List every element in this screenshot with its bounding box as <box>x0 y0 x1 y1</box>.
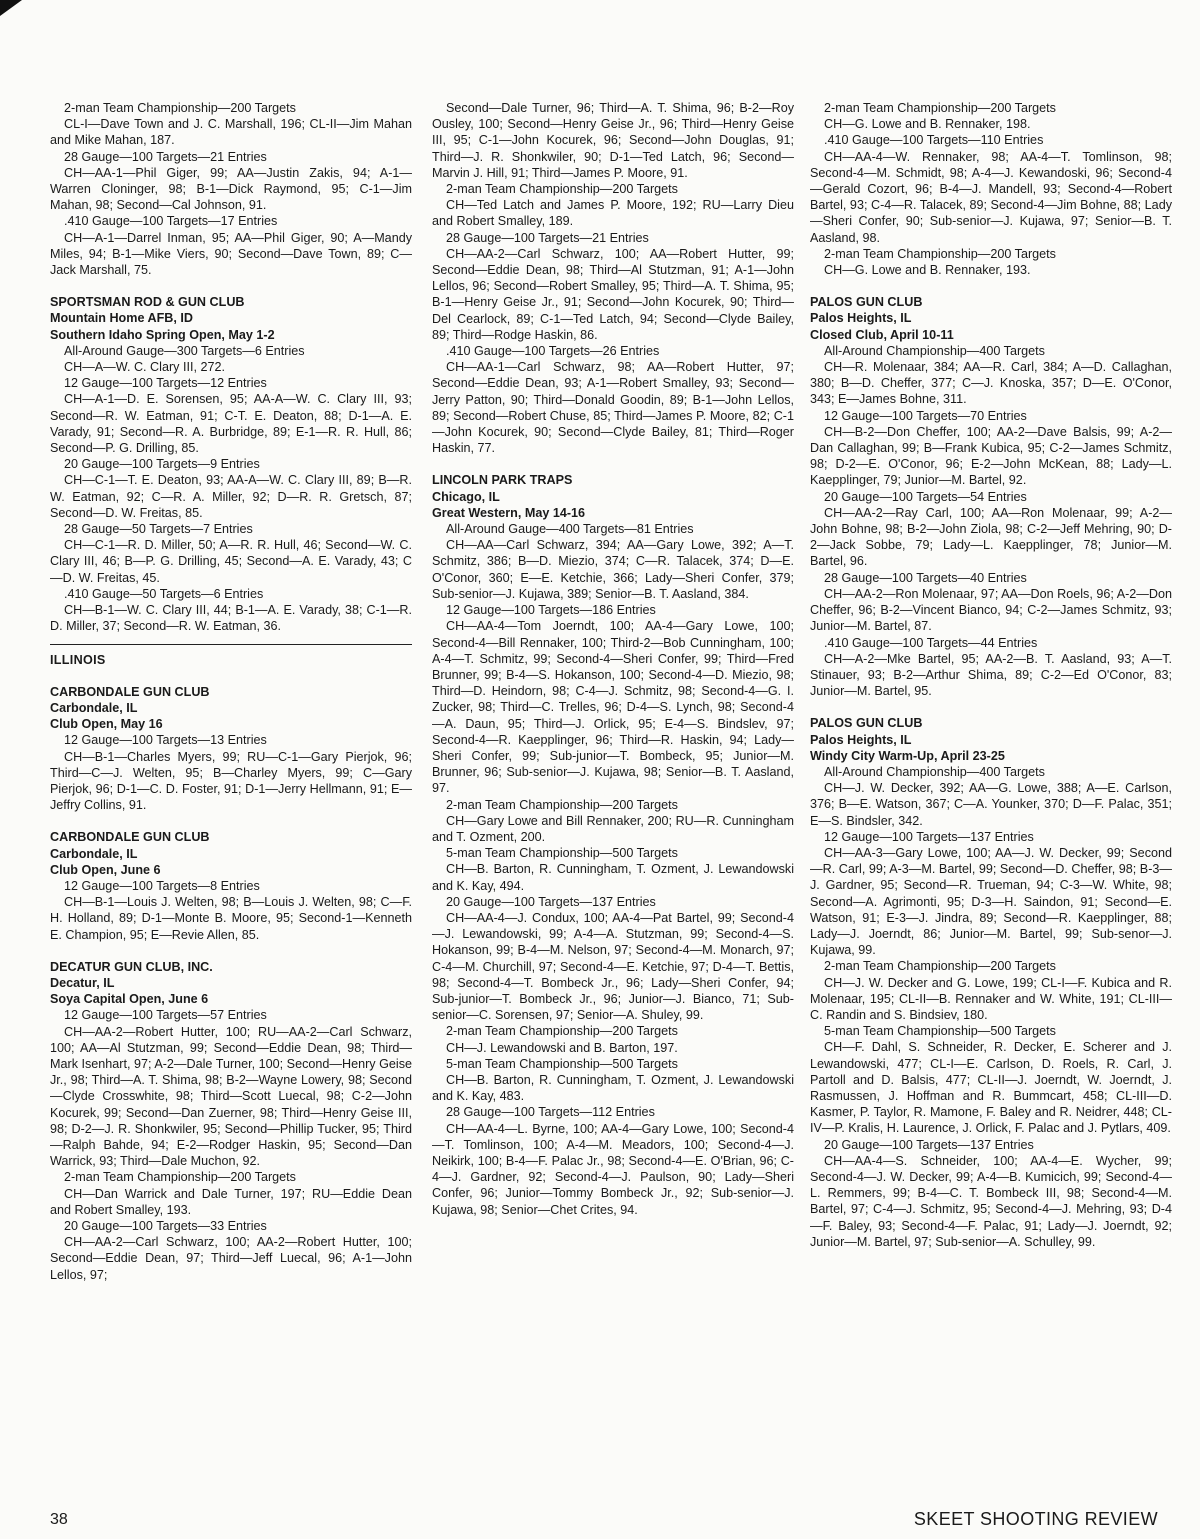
result-paragraph: .410 Gauge—100 Targets—44 Entries <box>824 635 1038 650</box>
result-paragraph: 28 Gauge—100 Targets—40 Entries <box>824 570 1027 585</box>
result-paragraph: 28 Gauge—100 Targets—21 Entries <box>446 230 649 245</box>
result-paragraph: .410 Gauge—100 Targets—110 Entries <box>824 133 1044 148</box>
club-heading: LINCOLN PARK TRAPS <box>432 473 573 488</box>
result-paragraph: 2-man Team Championship—200 Targets <box>64 101 296 115</box>
result-paragraph: CH—J. W. Decker and G. Lowe, 199; CL-I—F. Kubica and R. Molenaar, 195; CL-II—B. Rennaker and W. White, 191; CL-III—C. Randin and S. Bindsiev, 180. <box>810 975 1172 1022</box>
column-3 <box>810 100 1172 1250</box>
club-heading: Chicago, IL <box>432 489 500 504</box>
club-heading: Southern Idaho Spring Open, May 1-2 <box>50 327 275 342</box>
result-paragraph: All-Around Gauge—300 Targets—6 Entries <box>64 343 305 358</box>
result-paragraph: 2-man Team Championship—200 Targets <box>446 797 678 812</box>
result-paragraph: 12 Gauge—100 Targets—186 Entries <box>446 603 656 618</box>
club-heading: Great Western, May 14-16 <box>432 505 586 520</box>
result-paragraph: 28 Gauge—50 Targets—7 Entries <box>64 522 253 537</box>
publication-title: SKEET SHOOTING REVIEW <box>913 1509 1158 1529</box>
result-paragraph: CH—A-1—Darrel Inman, 95; AA—Phil Giger, 90; A—Mandy Miles, 94; B-1—Mike Viers, 90; Second—Dave Town, 89; C—Jack Marshall, 75. <box>50 230 412 278</box>
result-paragraph: CH—Gary Lowe and Bill Rennaker, 200; RU—R. Cunningham and T. Ozment, 200. <box>432 813 794 844</box>
result-paragraph: CH—A—W. C. Clary III, 272. <box>64 360 225 375</box>
result-paragraph: 12 Gauge—100 Targets—70 Entries <box>824 408 1027 423</box>
result-paragraph: CH—AA-4—W. Rennaker, 98; AA-4—T. Tomlinson, 98; Second-4—M. Schmidt, 98; A-4—J. Kewandoski, 96; Second-4—Gerald Cozort, 96; B-4—J. Mandell, 93; Second-4—Robert Bartel, 93; C-4—R. Talacek, 89; Second-4—Jim Bohne, 88; Lady—Sheri Confer, 90; Sub-senior—J. Kujawa, 97; Senior—B. T. Aasland, 98. <box>810 149 1172 245</box>
club-heading: DECATUR GUN CLUB, INC. <box>50 959 213 974</box>
result-paragraph: 12 Gauge—100 Targets—57 Entries <box>64 1008 267 1023</box>
result-paragraph: CH—G. Lowe and B. Rennaker, 193. <box>824 263 1031 278</box>
result-paragraph: CH—R. Molenaar, 384; AA—R. Carl, 384; A—D. Callaghan, 380; B—D. Cheffer, 377; C—J. Knoska, 357; D—E. O'Conor, 343; E—James Bohne, 311. <box>810 360 1172 407</box>
club-heading: CARBONDALE GUN CLUB <box>50 684 210 699</box>
result-paragraph: CH—AA-4—L. Byrne, 100; AA-4—Gary Lowe, 100; Second-4—T. Tomlinson, 100; A-4—M. Meadors, 100; Second-4—J. Neikirk, 100; B-4—F. Palac Jr., 98; Second-4—E. O'Brian, 96; C-4—J. Gardner, 92; Second-4—J. Paulson, 90; Lady—Sheri Confer, 96; Junior—Tommy Bombeck Jr., 92; Sub-senior—J. Kujawa, 98; Senior—Chet Crites, 94. <box>432 1121 794 1217</box>
result-paragraph: 5-man Team Championship—500 Targets <box>824 1024 1056 1039</box>
corner-mark <box>0 0 22 16</box>
result-paragraph: 20 Gauge—100 Targets—137 Entries <box>824 1137 1034 1152</box>
result-paragraph: CH—AA-1—Carl Schwarz, 98; AA—Robert Hutter, 97; Second—Eddie Dean, 93; A-1—Robert Smalley, 93; Second—Jerry Patton, 90; Third—Donald Goodin, 89; B-1—John Lellos, 89; Second—Robert Chuse, 85; Third—James P. Moore, 82; C-1—John Kocurek, 90; Second—Clyde Bailey, 81; Third—Roger Haskin, 77. <box>432 360 794 456</box>
spacer <box>50 943 412 959</box>
result-paragraph: 2-man Team Championship—200 Targets <box>446 182 678 197</box>
club-heading: Windy City Warm-Up, April 23-25 <box>810 748 1005 763</box>
result-paragraph: CH—AA—Carl Schwarz, 394; AA—Gary Lowe, 392; A—T. Schmitz, 386; B—D. Miezio, 374; C—R. Talacek, 374; D—E. O'Conor, 360; E—E. Ketchie, 366; Lady—Sheri Confer, 379; Sub-senior—J. Kujawa, 389; Senior—B. T. Aasland, 384. <box>432 538 794 601</box>
result-paragraph: .410 Gauge—100 Targets—26 Entries <box>446 344 660 359</box>
club-heading: Decatur, IL <box>50 975 115 990</box>
result-paragraph: CH—AA-2—Robert Hutter, 100; RU—AA-2—Carl Schwarz, 100; AA—Al Stutzman, 99; Second—Eddie Dean, 98; Third—Mark Isenhart, 97; A-2—Dale Turner, 100; Second—Henry Geise Jr., 98; Third—A. T. Shima, 98; B-2—Wayne Lowery, 98; Second—Clyde Crosswhite, 98; Third—Scott Luecal, 98; C-2—John Kocurek, 99; Second—Dan Zuerner, 98; Third—Henry Geise III, 98; D-2—J. R. Shonkwiler, 95; Second—Phillip Tucker, 95; Third—Ralph Bahde, 94; E-2—Rodger Haskin, 95; Second—Dan Warrick, 93; Third—Dale Muchon, 92. <box>50 1024 412 1169</box>
result-paragraph: 12 Gauge—100 Targets—137 Entries <box>824 829 1034 844</box>
result-paragraph: 20 Gauge—100 Targets—137 Entries <box>446 894 656 909</box>
result-paragraph: CH—B. Barton, R. Cunningham, T. Ozment, J. Lewandowski and K. Kay, 494. <box>432 862 794 893</box>
result-paragraph: 20 Gauge—100 Targets—54 Entries <box>824 489 1027 504</box>
result-paragraph: CH—Dan Warrick and Dale Turner, 197; RU—Eddie Dean and Robert Smalley, 193. <box>50 1186 412 1217</box>
result-paragraph: CH—A-1—D. E. Sorensen, 95; AA-A—W. C. Clary III, 93; Second—R. W. Eatman, 91; C-T. E. Deaton, 88; D-1—A. E. Varady, 91; Second—R. A. Burbridge, 89; E-1—R. R. Hull, 86; Second—P. G. Drilling, 85. <box>50 392 412 456</box>
result-paragraph: CH—AA-2—Carl Schwarz, 100; AA-2—Robert Hutter, 100; Second—Eddie Dean, 97; Third—Jeff Luecal, 96; A-1—John Lellos, 97; <box>50 1235 412 1282</box>
spacer <box>810 278 1172 294</box>
result-paragraph: 2-man Team Championship—200 Targets <box>824 101 1056 115</box>
result-paragraph: CH—AA-4—S. Schneider, 100; AA-4—E. Wycher, 99; Second-4—J. W. Decker, 99; A-4—B. Kumicich, 99; Second-4—L. Remmers, 99; B-4—C. T. Bombeck III, 98; Second-4—M. Bartel, 97; C-4—J. Schmitz, 95; Second-4—J. Mehring, 93; D-4—F. Baley, 93; Second-4—F. Palac, 91; Lady—J. Joerndt, 92; Junior—M. Bartel, 97; Sub-senior—A. Schulley, 99. <box>810 1153 1172 1249</box>
result-paragraph: CH—J. W. Decker, 392; AA—G. Lowe, 388; A—E. Carlson, 376; B—E. Watson, 367; C—A. Younker, 370; D—F. Palac, 351; E—S. Bindsler, 342. <box>810 781 1172 828</box>
result-paragraph: CH—AA-2—Ron Molenaar, 97; AA—Don Roels, 96; A-2—Don Cheffer, 96; B-2—Vincent Bianco, 94; C-2—James Schmitz, 93; Junior—M. Bartel, 87. <box>810 586 1172 634</box>
spacer <box>432 456 794 472</box>
result-paragraph: CH—C-1—R. D. Miller, 50; A—R. R. Hull, 46; Second—W. C. Clary III, 46; B—P. G. Drilling, 45; Second—A. E. Varady, 43; C—D. W. Freitas, 45. <box>50 538 412 585</box>
result-paragraph: 12 Gauge—100 Targets—13 Entries <box>64 733 267 748</box>
club-heading: Palos Heights, IL <box>810 311 912 326</box>
club-heading: Closed Club, April 10-11 <box>810 327 954 342</box>
result-paragraph: 28 Gauge—100 Targets—21 Entries <box>64 149 267 164</box>
club-heading: Soya Capital Open, June 6 <box>50 992 209 1007</box>
result-paragraph: CH—G. Lowe and B. Rennaker, 198. <box>824 117 1031 132</box>
result-paragraph: CH—Ted Latch and James P. Moore, 192; RU—Larry Dieu and Robert Smalley, 189. <box>432 198 794 229</box>
result-paragraph: 12 Gauge—100 Targets—8 Entries <box>64 878 260 893</box>
result-paragraph: CH—B-1—Charles Myers, 99; RU—C-1—Gary Pierjok, 96; Third—C—J. Welten, 95; B—Charley Myers, 99; C—Gary Pierjok, 96; D-1—C. D. Foster, 91; D-1—Jerry Hellmann, 91; E—Jeffry Collins, 91. <box>50 749 412 813</box>
result-paragraph: 2-man Team Championship—200 Targets <box>824 959 1056 974</box>
club-heading: Carbondale, IL <box>50 846 138 861</box>
club-heading: PALOS GUN CLUB <box>810 295 923 310</box>
club-heading: Club Open, May 16 <box>50 717 163 732</box>
club-heading: SPORTSMAN ROD & GUN CLUB <box>50 295 245 310</box>
result-paragraph: CH—B-2—Don Cheffer, 100; AA-2—Dave Balsis, 99; A-2—Dan Callaghan, 99; B—Frank Kubica, 95; C-2—James Schmitz, 98; D-2—E. O'Conor, 96; E-2—John McKean, 88; Lady—L. Kaepplinger, 79; Junior—M. Bartel, 92. <box>810 424 1172 488</box>
club-heading: Palos Heights, IL <box>810 732 912 747</box>
club-heading: Carbondale, IL <box>50 700 138 715</box>
column-2 <box>432 100 794 1218</box>
result-paragraph: CH—J. Lewandowski and B. Barton, 197. <box>446 1040 678 1055</box>
result-paragraph: CH—A-2—Mke Bartel, 95; AA-2—B. T. Aasland, 93; A—T. Stinauer, 93; B-2—Arthur Shima, 89; C-2—Ed O'Conor, 83; Junior—M. Bartel, 95. <box>810 651 1172 699</box>
result-paragraph: CH—AA-3—Gary Lowe, 100; AA—J. W. Decker, 99; Second—R. Carl, 99; A-3—M. Bartel, 99; Second—D. Cheffer, 98; B-3—J. Gardner, 95; Second—R. Trueman, 94; C-3—W. White, 98; Second—A. Agrimonti, 95; D-3—H. Saindon, 91; Second—E. Watson, 91; E-3—J. Jindra, 89; Second—R. Kaepplinger, 88; Lady—J. Joerndt, 86; Junior—M. Bartel, 99; Sub-senor—J. Kujawa, 99. <box>810 845 1172 958</box>
result-paragraph: 5-man Team Championship—500 Targets <box>446 846 678 861</box>
club-heading: Club Open, June 6 <box>50 862 161 877</box>
result-paragraph: 5-man Team Championship—500 Targets <box>446 1056 678 1071</box>
result-paragraph: CH—B-1—Louis J. Welten, 98; B—Louis J. Welten, 98; C—F. H. Holland, 89; D-1—Monte B. Moore, 95; Second-1—Kenneth E. Champion, 95; E—Revie Allen, 85. <box>50 895 412 942</box>
result-paragraph: CH—AA-2—Ray Carl, 100; AA—Ron Molenaar, 99; A-2—John Bohne, 98; B-2—John Ziola, 98; C-2—Jeff Mehring, 90; D-2—Jack Sobbe, 79; Lady—L. Kaepplinger, 78; Junior—M. Bartel, 96. <box>810 505 1172 569</box>
result-paragraph: All-Around Championship—400 Targets <box>824 343 1045 358</box>
result-paragraph: CH—AA-4—Tom Joerndt, 100; AA-4—Gary Lowe, 100; Second-4—Bill Rennaker, 100; Third-2—Bob Cunningham, 100; A-4—T. Schmitz, 99; Second-4—Sheri Confer, 99; Third—Fred Brunner, 99; B-4—S. Hokanson, 100; Second-4—D. Miezio, 98; Third—D. Heindorn, 98; C-4—J. Schmitz, 98; Second-4—G. I. Zucker, 98; Third—C. Trelles, 96; D-4—S. Lynch, 98; Second-4—A. Daun, 95; Third—J. Orlick, 95; E-4—S. Bindslev, 97; Second-4—R. Kaepplinger, 96; Third—R. Haskin, 94; Lady—Sheri Confer, 99; Sub-junior—T. Bombeck, 95; Junior—M. Brunner, 96; Sub-senior—J. Kujawa, 98; Senior—B. T. Aasland, 97. <box>432 619 794 796</box>
result-paragraph: 28 Gauge—100 Targets—112 Entries <box>446 1105 655 1120</box>
result-paragraph: CH—B. Barton, R. Cunningham, T. Ozment, J. Lewandowski and K. Kay, 483. <box>432 1072 794 1104</box>
result-paragraph: CL-I—Dave Town and J. C. Marshall, 196; CL-II—Jim Mahan and Mike Mahan, 187. <box>50 117 412 148</box>
result-paragraph: 2-man Team Championship—200 Targets <box>64 1170 296 1185</box>
result-paragraph: CH—B-1—W. C. Clary III, 44; B-1—A. E. Varady, 38; C-1—R. D. Miller, 37; Second—R. W. Eatman, 36. <box>50 603 412 634</box>
spacer <box>50 278 412 294</box>
club-heading: CARBONDALE GUN CLUB <box>50 830 210 845</box>
result-paragraph: All-Around Gauge—400 Targets—81 Entries <box>446 522 694 537</box>
state-heading: ILLINOIS <box>50 652 106 667</box>
result-paragraph: CH—F. Dahl, S. Schneider, R. Decker, E. Scherer and J. Lewandowski, 477; CL-I—E. Carlson, D. Roels, R. Carl, J. Partoll and D. Balsis, 477; CL-II—J. Joerndt, W. Joerndt, J. Rasmussen, J. Hoffman and R. Bummcart, 458; CL-III—D. Kasmer, P. Taylor, R. Mamone, F. Baley and R. Neidrer, 448; CL-IV—P. Kralis, H. Laurence, J. Orlick, F. Palac and J. Pytlars, 409. <box>810 1040 1172 1136</box>
section-rule <box>50 644 412 645</box>
result-paragraph: 12 Gauge—100 Targets—12 Entries <box>64 376 267 391</box>
result-paragraph: 20 Gauge—100 Targets—9 Entries <box>64 457 260 472</box>
result-paragraph: 2-man Team Championship—200 Targets <box>824 246 1056 261</box>
spacer <box>50 813 412 829</box>
result-paragraph: CH—AA-1—Phil Giger, 99; AA—Justin Zakis, 94; A-1—Warren Cloninger, 98; B-1—Dick Raymond, 95; C-1—Jim Mahan, 98; Second—Cal Johnson, 91. <box>50 165 412 213</box>
column-1 <box>50 100 412 1283</box>
result-paragraph: Second—Dale Turner, 96; Third—A. T. Shima, 96; B-2—Roy Ousley, 100; Second—Henry Geise Jr., 96; Third—Henry Geise III, 95; C-1—John Kocurek, 96; Second—John Douglas, 91; Third—J. R. Shonkwiler, 90; D-1—Ted Latch, 96; Second—Marvin J. Hill, 91; Third—James P. Moore, 91. <box>432 101 794 180</box>
result-paragraph: CH—AA-2—Carl Schwarz, 100; AA—Robert Hutter, 99; Second—Eddie Dean, 98; Third—Al Stutzman, 91; A-1—John Lellos, 96; Second—Robert Smalley, 95; Third—A. T. Shima, 95; B-1—Henry Geise Jr., 91; Second—John Kocurek, 90; Third—Del Cearlock, 89; C-1—Ted Latch, 94; Second—Clyde Bailey, 89; Third—Rodge Haskin, 86. <box>432 246 794 342</box>
result-paragraph: .410 Gauge—50 Targets—6 Entries <box>64 586 264 601</box>
spacer <box>810 699 1172 715</box>
club-heading: Mountain Home AFB, ID <box>50 311 193 326</box>
result-paragraph: 20 Gauge—100 Targets—33 Entries <box>64 1219 267 1233</box>
result-paragraph: .410 Gauge—100 Targets—17 Entries <box>64 214 278 229</box>
result-paragraph: 2-man Team Championship—200 Targets <box>446 1024 678 1039</box>
result-paragraph: CH—C-1—T. E. Deaton, 93; AA-A—W. C. Clary III, 89; B—R. W. Eatman, 92; C—R. A. Miller, 92; D—R. R. Gretsch, 87; Second—D. W. Freitas, 85. <box>50 473 412 520</box>
spacer <box>50 668 412 684</box>
result-paragraph: CH—AA-4—J. Condux, 100; AA-4—Pat Bartel, 99; Second-4—J. Lewandowski, 99; A-4—A. Stutzman, 99; Second-4—S. Hokanson, 99; B-4—M. Nelson, 97; Second-4—M. Monarch, 97; C-4—M. Churchill, 97; Second-4—E. Ketchie, 97; D-4—T. Bettis, 98; Second-4—T. Bombeck Jr., 96; Lady—Sheri Confer, 94; Sub-junior—T. Bombeck Jr., 96; Junior—J. Bianco, 71; Sub-senior—C. Sorensen, 97; Senior—A. Shuley, 99. <box>432 910 794 1023</box>
page-number: 38 <box>50 1511 68 1528</box>
result-paragraph: All-Around Championship—400 Targets <box>824 764 1045 779</box>
club-heading: PALOS GUN CLUB <box>810 716 923 731</box>
